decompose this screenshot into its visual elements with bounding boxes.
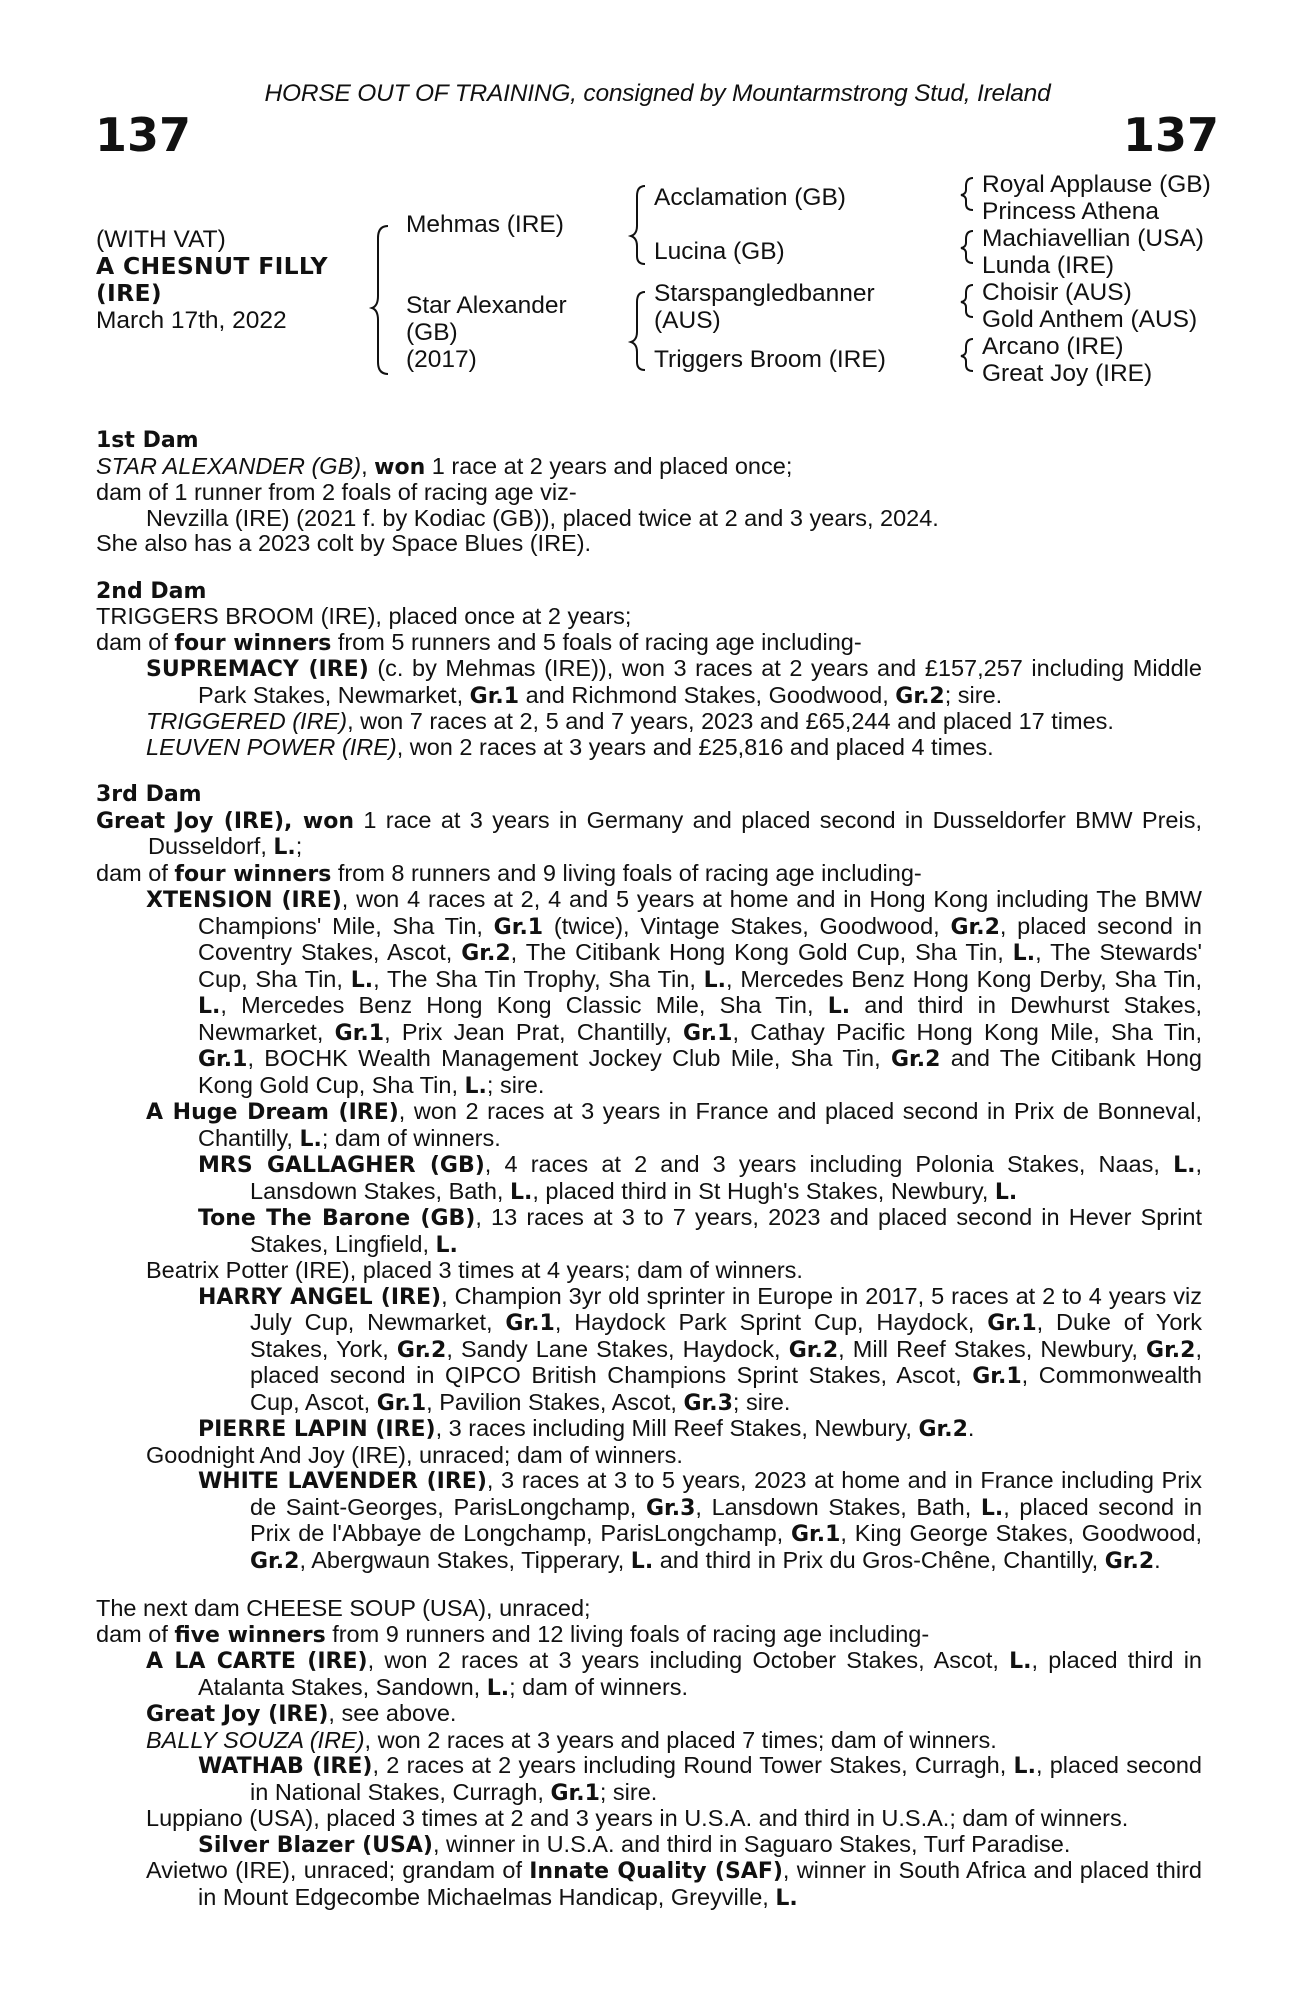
gp-8: Great Joy (IRE) [982, 360, 1153, 387]
dam-name: Great Joy (IRE), won [96, 808, 354, 834]
horse-name: Great Joy (IRE) [146, 1702, 329, 1727]
grade: Gr.2 [788, 1337, 839, 1363]
txt: , 3 races at 3 to 5 years, 2023 at home and in France including Prix de Saint-Georges, ParisLongchamp, [250, 1467, 1202, 1520]
gp-1: Royal Applause (GB) [982, 171, 1211, 198]
gp-2: Princess Athena [982, 198, 1160, 225]
txt: , Duke of York Stakes, York, [250, 1309, 1202, 1362]
third-dam-produce [96, 861, 1202, 888]
txt: dam of [96, 628, 175, 655]
txt: , Cathay Pacific Hong Kong Mile, Sha Tin, [732, 1018, 1203, 1045]
produce-entry [96, 1284, 1202, 1417]
grade: Gr.1 [505, 1311, 555, 1336]
grade: L. [1009, 1649, 1032, 1674]
horse-name: A LA CARTE (IRE) [146, 1649, 368, 1674]
txt: , winner in South Africa and placed third in Mount Edgecombe Michaelmas Handicap, Greyville, [198, 1857, 1202, 1910]
horse-name: HARRY ANGEL (IRE) [198, 1284, 442, 1310]
produce-entry [96, 709, 1202, 735]
first-dam-line [96, 454, 1202, 481]
first-dam-note: She also has a 2023 colt by Space Blues (IRE). [96, 530, 592, 556]
txt: , Abergwaun Stakes, Tipperary, [299, 1546, 631, 1573]
foaling-date: March 17th, 2022 [96, 307, 287, 334]
grade: Gr.2 [461, 941, 511, 966]
horse-name: WHITE LAVENDER (IRE) [198, 1469, 487, 1494]
txt: , placed second in Prix de l'Abbaye de Longchamp, ParisLongchamp, [250, 1493, 1203, 1546]
dam-sire-name: Starspangledbanner [654, 280, 875, 307]
won-label: won [374, 454, 426, 480]
txt: and The Citibank Hong Kong Gold Cup, Sha Tin, [198, 1045, 1202, 1098]
txt: , Haydock Park Sprint Cup, Haydock, [554, 1309, 988, 1335]
produce-entry [96, 735, 1202, 761]
txt: , Commonwealth Cup, Ascot, [250, 1362, 1202, 1415]
txt: , The Citibank Hong Kong Gold Cup, Sha Tin, [510, 939, 1013, 965]
first-dam-produce: dam of 1 runner from 2 foals of racing age viz- [96, 479, 577, 505]
grade: L. [435, 1232, 458, 1258]
horse-name: MRS GALLAGHER (GB) [198, 1153, 485, 1178]
txt: , 4 races at 2 and 3 years including Polonia Stakes, Naas, [484, 1151, 1174, 1177]
grade: Gr.2 [250, 1548, 300, 1574]
grade: Gr.2 [396, 1337, 447, 1363]
next-dam-produce [96, 1622, 1202, 1649]
pedigree-sire-dam: Lucina (GB) [654, 238, 785, 265]
txt: and third in Dewhurst Stakes, Newmarket, [198, 992, 1202, 1045]
grade: Gr.3 [683, 1390, 733, 1416]
produce-entry [96, 887, 1202, 1099]
gp-7: Arcano (IRE) [982, 333, 1124, 360]
txt: , The Sha Tin Trophy, Sha Tin, [373, 965, 704, 992]
winners-count: four winners [174, 861, 332, 887]
txt: , Mercedes Benz Hong Kong Derby, Sha Tin, [726, 965, 1203, 992]
produce-entry [96, 1152, 1202, 1205]
grade: Gr.3 [645, 1495, 696, 1521]
dam-year: (2017) [406, 346, 477, 373]
pedigree-dam [406, 292, 567, 373]
first-dam-heading: 1st Dam [96, 428, 199, 453]
grade: L. [273, 835, 296, 860]
produce-entry [96, 656, 1202, 709]
horse-name: WATHAB (IRE) [198, 1754, 373, 1779]
txt: ; sire. [732, 1388, 791, 1415]
produce-entry [96, 1701, 1202, 1728]
winners-count: four winners [174, 630, 332, 656]
produce-entry [96, 1416, 1202, 1443]
txt: , Champion 3yr old sprinter in Europe in 2017, 5 races at 2 to 4 years viz July Cup, Newmarket, [250, 1282, 1202, 1335]
produce-entry [96, 1753, 1202, 1806]
txt: , placed third in St Hugh's Stakes, Newbury, [532, 1177, 995, 1204]
txt: Avietwo (IRE), unraced; grandam of [146, 1857, 530, 1883]
txt: (twice), Vintage Stakes, Goodwood, [543, 912, 951, 939]
txt: ; dam of winners. [321, 1124, 501, 1151]
produce-entry [96, 1728, 1202, 1754]
horse-name: BALLY SOUZA (IRE) [146, 1726, 365, 1753]
txt: ; [295, 833, 303, 859]
grade: L. [486, 1675, 510, 1701]
lot-number-right: 137 [1122, 108, 1219, 162]
txt: , Pavilion Stakes, Ascot, [426, 1388, 684, 1415]
grade: L. [299, 1126, 322, 1152]
txt: , won 7 races at 2, 5 and 7 years, 2023 and £65,244 and placed 17 times. [347, 708, 1114, 734]
grade: Gr.1 [469, 683, 520, 709]
grade: L. [980, 1495, 1004, 1521]
txt: ; sire. [944, 681, 1003, 708]
txt: , King George Stakes, Goodwood, [840, 1520, 1202, 1546]
dam-name: Star Alexander [406, 292, 567, 319]
txt: , see above. [328, 1700, 457, 1726]
horse-name: Silver Blazer (USA) [198, 1832, 433, 1858]
txt: 1 race at 2 years and placed once; [425, 452, 793, 479]
horse-name: LEUVEN POWER (IRE) [146, 733, 397, 760]
horse-name-line2: (IRE) [96, 279, 162, 307]
dam-name: STAR ALEXANDER (GB) [96, 452, 362, 479]
gp-6: Gold Anthem (AUS) [982, 306, 1198, 333]
second-dam-produce [96, 630, 1202, 657]
txt: , [361, 452, 375, 479]
txt: , placed second in QIPCO British Champions Sprint Stakes, Ascot, [250, 1335, 1202, 1388]
produce-entry: Nevzilla (IRE) (2021 f. by Kodiac (GB)), placed twice at 2 and 3 years, 2024. [146, 504, 939, 531]
grade: Gr.1 [493, 914, 544, 940]
produce-entry [96, 1858, 1202, 1911]
produce-entry [96, 1832, 1202, 1859]
gp-4: Lunda (IRE) [982, 252, 1115, 279]
txt: , 3 races including Mill Reef Stakes, Newbury, [435, 1415, 919, 1441]
txt: dam of [96, 1620, 175, 1647]
second-dam-heading: 2nd Dam [96, 578, 207, 604]
txt: , placed second in Coventry Stakes, Ascot, [198, 912, 1202, 965]
produce-entry [96, 1648, 1202, 1701]
txt: , placed second in National Stakes, Curragh, [250, 1752, 1203, 1805]
grade: Gr.2 [1104, 1548, 1155, 1574]
grade: Gr.1 [987, 1311, 1037, 1336]
grade: L. [1173, 1153, 1196, 1178]
grade: L. [198, 994, 221, 1019]
txt: , Mercedes Benz Hong Kong Classic Mile, Sha Tin, [220, 992, 828, 1018]
txt: , won 2 races at 3 years including October Stakes, Ascot, [367, 1647, 1010, 1673]
next-dam-line: The next dam CHEESE SOUP (USA), unraced; [96, 1595, 591, 1621]
txt: , placed third in Atalanta Stakes, Sandown, [198, 1647, 1203, 1700]
horse-name: SUPREMACY (IRE) [146, 657, 369, 682]
grade: Gr.2 [895, 683, 945, 709]
grade: L. [509, 1179, 533, 1205]
txt: ; sire. [599, 1778, 658, 1805]
txt: , won 2 races at 3 years in France and placed second in Prix de Bonneval, Chantilly, [198, 1098, 1202, 1151]
grade: Gr.2 [890, 1047, 941, 1072]
gp-5: Choisir (AUS) [982, 279, 1132, 306]
pedigree-grandparents-col [982, 171, 1211, 387]
grade: Gr.1 [334, 1020, 385, 1046]
txt: from 9 runners and 12 living foals of racing age including- [325, 1620, 930, 1647]
txt: , 13 races at 3 to 7 years, 2023 and placed second in Hever Sprint Stakes, Lingfield, [250, 1204, 1202, 1257]
pedigree-sire-sire: Acclamation (GB) [654, 184, 846, 211]
grade: Gr.2 [950, 914, 1000, 940]
txt: , won 4 races at 2, 4 and 5 years at home and in Hong Kong including The BMW Champions' Mile, Sha Tin, [198, 886, 1202, 939]
dam-sire-country: (AUS) [654, 307, 721, 334]
txt: , BOCHK Wealth Management Jockey Club Mile, Sha Tin, [247, 1045, 891, 1071]
grade: L. [1012, 941, 1036, 966]
grade: L. [464, 1073, 487, 1099]
grade: L. [827, 994, 851, 1019]
grade: L. [1013, 1754, 1036, 1779]
horse-name: XTENSION (IRE) [146, 888, 342, 913]
txt: , Sandy Lane Stakes, Haydock, [446, 1335, 789, 1362]
txt: , Prix Jean Prat, Chantilly, [384, 1018, 684, 1045]
txt: (c. by Mehmas (IRE)), won 3 races at 2 years and £157,257 including Middle Park Stakes, Newmarket, [198, 655, 1202, 708]
grade: L. [350, 967, 374, 993]
produce-entry: Goodnight And Joy (IRE), unraced; dam of winners. [146, 1441, 683, 1468]
horse-name: Tone The Barone (GB) [198, 1206, 476, 1231]
produce-entry: Beatrix Potter (IRE), placed 3 times at 4 years; dam of winners. [146, 1257, 803, 1283]
horse-name: A Huge Dream (IRE) [146, 1100, 399, 1125]
txt: , Mill Reef Stakes, Newbury, [838, 1335, 1147, 1362]
gp-3: Machiavellian (USA) [982, 225, 1204, 252]
vat-note: (WITH VAT) [96, 226, 226, 253]
txt: , 2 races at 2 years including Round Tower Stakes, Curragh, [372, 1752, 1014, 1778]
pedigree-dam-dam: Triggers Broom (IRE) [654, 346, 886, 373]
spacer [96, 1574, 1202, 1596]
dam-country: (GB) [406, 319, 458, 346]
grade: Gr.2 [1146, 1337, 1196, 1363]
grade: L. [775, 1885, 798, 1911]
horse-name: TRIGGERED (IRE) [146, 708, 348, 734]
txt: from 5 runners and 5 foals of racing age including- [331, 628, 862, 655]
third-dam-line [96, 808, 1202, 861]
txt: , won 2 races at 3 years and £25,816 and placed 4 times. [396, 733, 994, 760]
grade: L. [703, 967, 727, 993]
txt: from 8 runners and 9 living foals of racing age including- [331, 859, 922, 886]
txt: and third in Prix du Gros-Chêne, Chantilly, [653, 1546, 1105, 1573]
txt: , winner in U.S.A. and third in Saguaro Stakes, Turf Paradise. [432, 1830, 1071, 1857]
txt: ; sire. [486, 1071, 545, 1098]
txt: , The Stewards' Cup, Sha Tin, [198, 939, 1202, 992]
third-dam-heading: 3rd Dam [96, 782, 202, 807]
txt: 1 race at 3 years in Germany and placed second in Dusseldorfer BMW Preis, Dusseldorf, [148, 806, 1202, 859]
produce-entry: Luppiano (USA), placed 3 times at 2 and 3 years in U.S.A. and third in U.S.A.; dam of winners. [146, 1805, 1129, 1831]
grade: Gr.2 [918, 1417, 968, 1442]
txt: , won 2 races at 3 years and placed 7 times; dam of winners. [364, 1726, 997, 1753]
grade: L. [994, 1179, 1018, 1205]
txt: . [1154, 1546, 1161, 1573]
grade: Gr.1 [790, 1522, 841, 1547]
grade: Gr.1 [972, 1364, 1022, 1389]
txt: , Lansdown Stakes, Bath, [250, 1151, 1202, 1204]
txt: and Richmond Stakes, Goodwood, [519, 681, 896, 708]
produce-entry [96, 1468, 1202, 1574]
horse-name: PIERRE LAPIN (IRE) [198, 1417, 436, 1442]
txt: ; dam of winners. [509, 1673, 689, 1700]
consignment-header: HORSE OUT OF TRAINING, consigned by Mountarmstrong Stud, Ireland [264, 80, 1051, 107]
grade: Gr.1 [198, 1047, 248, 1072]
txt: . [967, 1415, 975, 1441]
txt: , Lansdown Stakes, Bath, [695, 1493, 981, 1520]
grade: Gr.1 [683, 1020, 733, 1046]
txt: dam of [96, 859, 175, 886]
winners-count: five winners [174, 1622, 326, 1648]
grade: L. [630, 1548, 654, 1574]
horse-name-line1: A CHESNUT FILLY [96, 252, 328, 280]
produce-entry [96, 1205, 1202, 1258]
grade: Gr.1 [376, 1390, 427, 1416]
pedigree-dam-sire [654, 280, 875, 334]
pedigree-sire: Mehmas (IRE) [406, 211, 564, 238]
grade: Gr.1 [550, 1780, 600, 1806]
lot-number-left: 137 [95, 108, 192, 162]
produce-entry [96, 1099, 1202, 1152]
catalogue-body [96, 428, 1202, 1911]
second-dam-line: TRIGGERS BROOM (IRE), placed once at 2 years; [96, 603, 632, 629]
horse-name: Innate Quality (SAF) [529, 1859, 783, 1884]
